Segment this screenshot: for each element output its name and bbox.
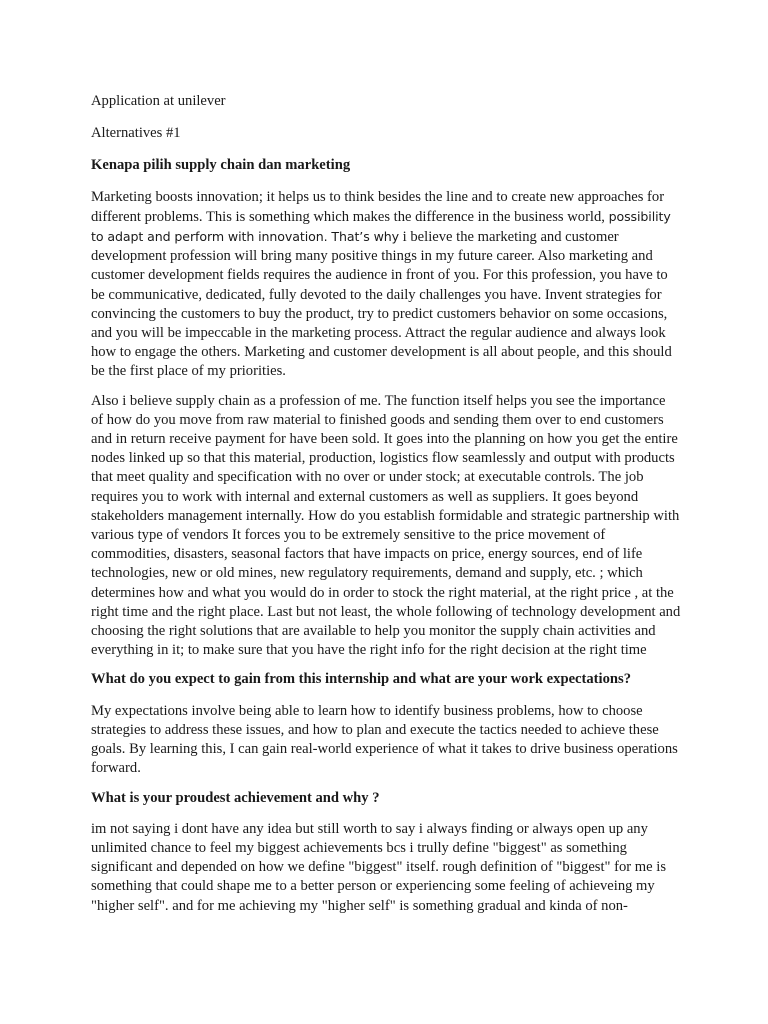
section3-paragraph: im not saying i dont have any idea but still worth to say i always finding or always open up any unlimited chance to feel my biggest achievements bcs i trully define "biggest" as something significant and depended on how we define "biggest" itself. rough definition of "biggest" for me is something that could shape me to a better person or experiencing some feeling of achieveing my "higher self". and for me achieving my "higher self" is something gradual and kinda of non- (91, 820, 667, 914)
document-subtitle: Alternatives #1 (91, 125, 181, 142)
section3-heading: What is your proudest achievement and why ? (91, 789, 380, 806)
document-page (91, 92, 681, 926)
section1-para1-text-b: i believe the marketing and customer development profession will bring many positive things in my future career. Also marketing and customer development fields requires the audience in front of you. For this profession, you have to be communicative, dedicated, fully devoted to the daily challenges you have. Invent strategies for convincing the customers to buy the product, try to predict customers behavior on some occasions, and you will be impeccable in the marketing process. Attract the regular audience and always look how to engage the others. Marketing and customer development is all about people, and this should be the first place of my priorities. (91, 229, 672, 380)
section1-paragraph-2: Also i believe supply chain as a profession of me. The function itself helps you see the importance of how do you move from raw material to finished goods and sending them over to end customers and in return receive payment for have been sold. It goes into the planning on how you get the entire nodes linked up so that this material, production, logistics flow seamlessly and output with products that meet quality and specification with no over or under stock; at executable controls. The job requires you to work with internal and external customers as well as suppliers. It goes beyond stakeholders management internally. How do you establish formidable and strategic partnership with various type of vendors It forces you to be extremely sensitive to the price movement of commodities, disasters, seasonal factors that have impacts on price, energy sources, end of life technologies, new or old mines, new regulatory requirements, demand and supply, etc. ; which determines how and what you would do in order to stock the right material, at the right price , at the right time and the right place. Last but not least, the whole following of technology development and choosing the right solutions that are available to help you monitor the supply chain activities and everything in it; to make sure that you have the right info for the right decision at the right time (91, 392, 681, 659)
section2-paragraph: My expectations involve being able to learn how to identify business problems, how to choose strategies to address these issues, and how to plan and execute the tactics needed to achieve these goals. By learning this, I can gain real-world experience of what it takes to drive business operations forward. (91, 702, 678, 777)
section1-paragraph-1 (91, 188, 681, 382)
document-title: Application at unilever (91, 93, 226, 109)
section1-para1-text-a: Marketing boosts innovation; it helps us to think besides the line and to create new approaches for different problems. This is something which makes the difference in the business world, (91, 188, 665, 225)
section2-heading: What do you expect to gain from this internship and what are your work expectations? (91, 671, 631, 688)
section1-para1-sans-text: possibility to adapt and perform with innovation. That’s why (91, 208, 671, 245)
section1-heading: Kenapa pilih supply chain dan marketing (91, 157, 351, 174)
